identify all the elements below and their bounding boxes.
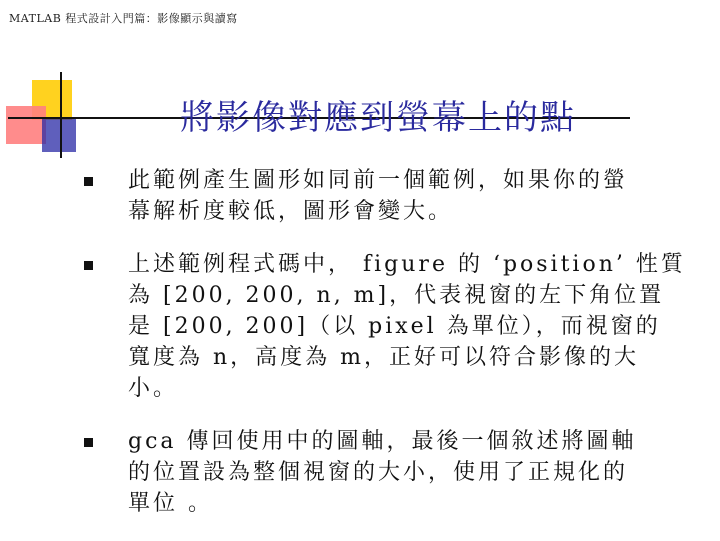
bullet-item: [84, 165, 694, 227]
decor-blue-square: [42, 118, 76, 152]
square-bullet-icon: [84, 177, 93, 186]
square-bullet-icon: [84, 438, 93, 447]
bullet-text-line: 此範例產生圖形如同前一個範例，如果你的螢: [128, 168, 629, 193]
bullet-text-line: 單位 。: [128, 491, 213, 516]
bullet-text-line: 是 [200, 200]（以 pixel 為單位），而視窗的: [128, 314, 661, 339]
decor-vertical-line: [60, 72, 62, 158]
bullet-text-line: gca 傳回使用中的圖軸，最後一個敘述將圖軸: [128, 429, 637, 454]
bullet-text-line: 小。: [128, 376, 179, 401]
bullet-text-line: 為 [200, 200, n, m]，代表視窗的左下角位置: [128, 283, 665, 308]
slide-title: 將影像對應到螢幕上的點: [180, 98, 576, 138]
bullet-text-line: 幕解析度較低，圖形會變大。: [128, 199, 454, 224]
bullet-text-line: 寬度為 n，高度為 m，正好可以符合影像的大: [128, 345, 640, 370]
decor-red-square: [6, 106, 46, 144]
bullet-text-line: 的位置設為整個視窗的大小，使用了正規化的: [128, 460, 629, 485]
bullet-item: [84, 249, 694, 404]
bullet-text-line: 上述範例程式碼中， figure 的 ‘position’ 性質: [128, 252, 686, 277]
slide-header: MATLAB 程式設計入門篇：影像顯示與讀寫: [9, 12, 238, 25]
bullet-list: [84, 165, 694, 541]
bullet-item: [84, 426, 694, 519]
square-bullet-icon: [84, 261, 93, 270]
